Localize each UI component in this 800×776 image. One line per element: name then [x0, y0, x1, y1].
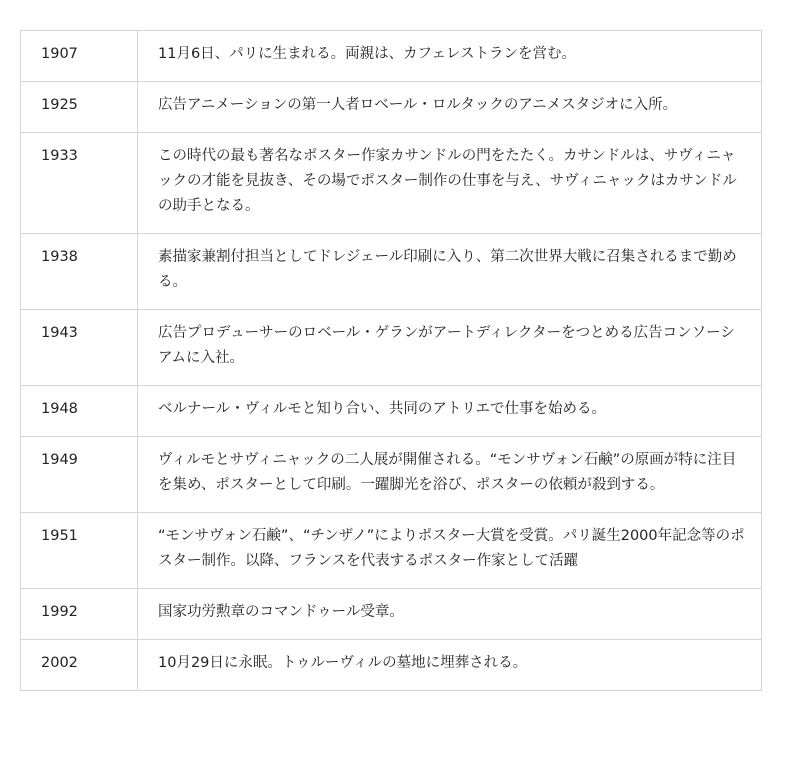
year-cell: 1907	[21, 31, 138, 82]
table-row	[21, 513, 762, 589]
table-row	[21, 133, 762, 234]
event-cell: 素描家兼割付担当としてドレジェール印刷に入り、第二次世界大戦に召集されるまで勤める。	[138, 234, 762, 310]
year-cell: 2002	[21, 640, 138, 691]
year-cell: 1943	[21, 310, 138, 386]
table-row	[21, 437, 762, 513]
table-row	[21, 31, 762, 82]
event-cell: この時代の最も著名なポスター作家カサンドルの門をたたく。カサンドルは、サヴィニャックの才能を見抜き、その場でポスター制作の仕事を与え、サヴィニャックはカサンドルの助手となる。	[138, 133, 762, 234]
event-cell: “モンサヴォン石鹸”、“チンザノ”によりポスター大賞を受賞。パリ誕生2000年記念等のポスター制作。以降、フランスを代表するポスター作家として活躍	[138, 513, 762, 589]
table-row	[21, 234, 762, 310]
event-cell: 広告アニメーションの第一人者ロベール・ロルタックのアニメスタジオに入所。	[138, 82, 762, 133]
year-cell: 1992	[21, 589, 138, 640]
year-cell: 1951	[21, 513, 138, 589]
event-cell: ヴィルモとサヴィニャックの二人展が開催される。“モンサヴォン石鹸”の原画が特に注目を集め、ポスターとして印刷。一躍脚光を浴び、ポスターの依頼が殺到する。	[138, 437, 762, 513]
table-row	[21, 310, 762, 386]
table-row	[21, 640, 762, 691]
table-row	[21, 82, 762, 133]
year-cell: 1925	[21, 82, 138, 133]
event-cell: 10月29日に永眠。トゥルーヴィルの墓地に埋葬される。	[138, 640, 762, 691]
table-row	[21, 386, 762, 437]
year-cell: 1938	[21, 234, 138, 310]
table-row	[21, 589, 762, 640]
year-cell: 1948	[21, 386, 138, 437]
year-cell: 1933	[21, 133, 138, 234]
event-cell: 11月6日、パリに生まれる。両親は、カフェレストランを営む。	[138, 31, 762, 82]
timeline-table	[20, 30, 762, 691]
year-cell: 1949	[21, 437, 138, 513]
event-cell: 広告プロデューサーのロベール・ゲランがアートディレクターをつとめる広告コンソーシアムに入社。	[138, 310, 762, 386]
event-cell: ベルナール・ヴィルモと知り合い、共同のアトリエで仕事を始める。	[138, 386, 762, 437]
event-cell: 国家功労勲章のコマンドゥール受章。	[138, 589, 762, 640]
